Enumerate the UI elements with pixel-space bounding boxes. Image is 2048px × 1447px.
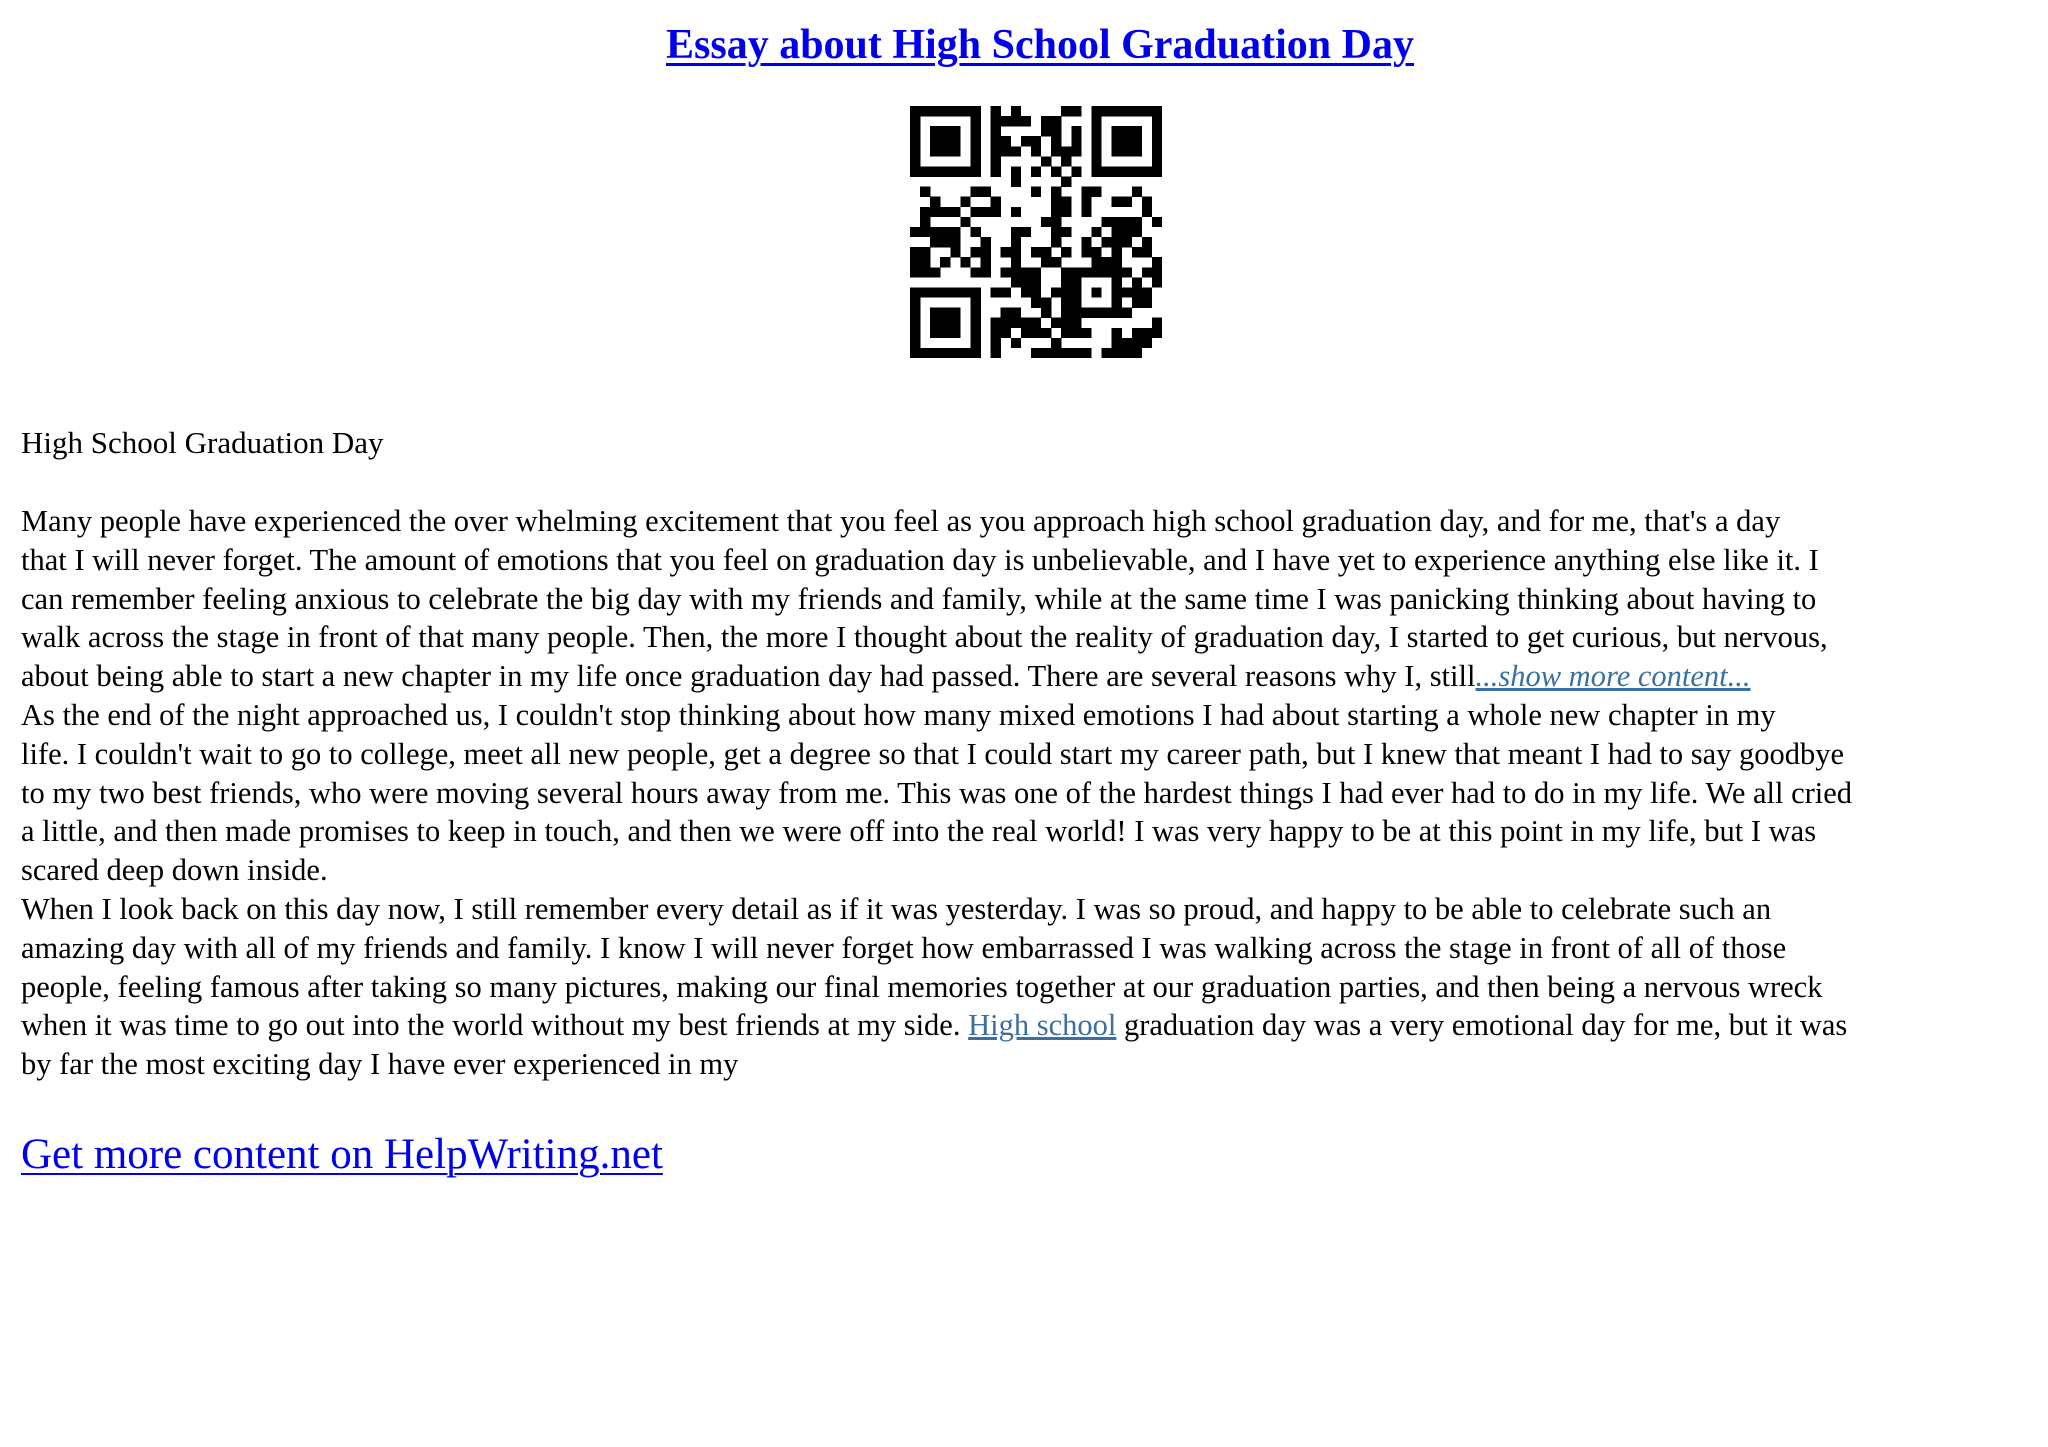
high-school-link[interactable]: High school xyxy=(968,1008,1117,1043)
essay-line: life. I couldn't wait to go to college, meet all new people, get a degree so that I could start my career path, but I knew that meant I had to say goodbye xyxy=(21,736,1845,771)
essay-line xyxy=(21,657,2041,696)
essay-line: to my two best friends, who were moving several hours away from me. This was one of the hardest things I had ever had to do in my life. We all cried xyxy=(21,775,1853,810)
essay-line: Many people have experienced the over whelming excitement that you feel as you approach high school graduation day, and for me, that's a day xyxy=(21,504,1781,538)
essay-line: people, feeling famous after taking so many pictures, making our final memories together at our graduation parties, and then being a nervous wreck xyxy=(21,969,1823,1004)
show-more-link[interactable]: ...show more content... xyxy=(1475,659,1751,694)
essay-line-text: when it was time to go out into the world without my best friends at my side. xyxy=(21,1008,969,1043)
essay-line xyxy=(21,1006,2041,1045)
title-link[interactable]: Essay about High School Graduation Day xyxy=(665,22,1414,68)
essay-line: that I will never forget. The amount of emotions that you feel on graduation day is unbelievable, and I have yet to experience anything else like it. I xyxy=(21,542,1819,577)
essay-line: scared deep down inside. xyxy=(21,853,328,888)
essay-body xyxy=(21,502,2041,1084)
essay-line: When I look back on this day now, I still remember every detail as if it was yesterday. I was so proud, and happy to be able to celebrate such an xyxy=(21,891,1772,926)
essay-line: by far the most exciting day I have ever experienced in my xyxy=(21,1047,739,1082)
footer-link-container xyxy=(21,1127,663,1183)
essay-line-text: about being able to start a new chapter in my life once graduation day had passed. There are several reasons why I, still xyxy=(21,659,1476,694)
essay-line: As the end of the night approached us, I couldn't stop thinking about how many mixed emotions I had about starting a whole new chapter in my xyxy=(21,697,1776,732)
essay-line: can remember feeling anxious to celebrate the big day with my friends and family, while at the same time I was panicking thinking about having to xyxy=(21,581,1817,616)
essay-heading: High School Graduation Day xyxy=(21,425,384,460)
essay-line: a little, and then made promises to keep in touch, and then we were off into the real world! I was very happy to be at this point in my life, but I was xyxy=(21,814,1817,849)
page-title xyxy=(0,18,2048,72)
essay-line-text: graduation day was a very emotional day for me, but it was xyxy=(1116,1008,1848,1043)
essay-line: amazing day with all of my friends and family. I know I will never forget how embarrassed I was walking across the stage in front of all of those xyxy=(21,930,1787,965)
essay-line: walk across the stage in front of that many people. Then, the more I thought about the reality of graduation day, I started to get curious, but nervous, xyxy=(21,620,1828,655)
qr-code-icon xyxy=(910,106,1162,358)
helpwriting-link[interactable]: Get more content on HelpWriting.net xyxy=(21,1131,663,1178)
